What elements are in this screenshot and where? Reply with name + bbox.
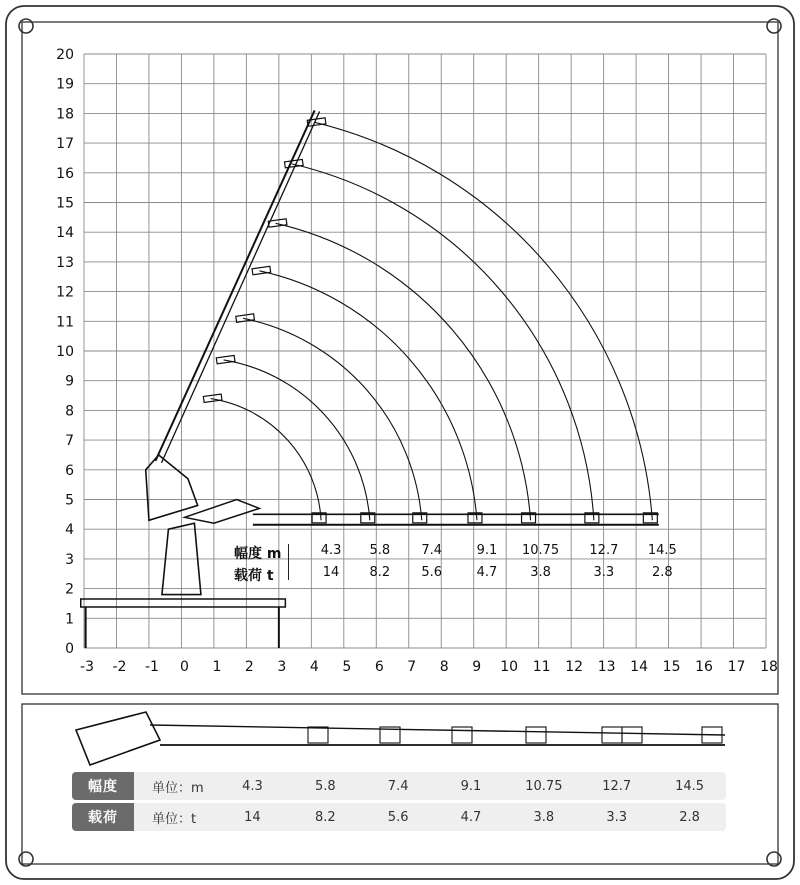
y-tick-label: 0: [65, 641, 74, 657]
boom-hook-bracket: [203, 394, 222, 402]
table-unit-radius: 单位：m: [152, 780, 204, 796]
overlay-load-label: 载荷 t: [234, 568, 274, 584]
table-cell-load: 3.3: [606, 809, 628, 825]
table-cell-load: 2.8: [679, 809, 700, 825]
overlay-load-value: 2.8: [651, 565, 673, 580]
overlay-radius-values: [0, 543, 800, 561]
table-cell-radius: 4.3: [242, 778, 263, 794]
overlay-load-value: 8.2: [369, 565, 391, 580]
table-cell-load: 14: [244, 809, 261, 825]
radius-arc-10.75: [276, 223, 531, 520]
x-tick-label: 10: [500, 659, 519, 675]
overlay-load-value: 4.7: [476, 565, 498, 580]
boom-line-outer: [155, 110, 314, 460]
y-tick-label: 7: [65, 433, 74, 450]
x-tick-label: -2: [112, 659, 127, 675]
crane-boom-drawing: [146, 110, 326, 594]
table-row-radius: [72, 772, 726, 800]
x-tick-label: 14: [630, 659, 649, 675]
y-tick-label: 18: [56, 106, 74, 123]
table-cell-radius: 5.8: [314, 778, 336, 794]
side-boom-section: [622, 727, 642, 743]
outrigger-beam: [81, 599, 286, 607]
table-values-load: [216, 810, 726, 825]
crane-base-drawing: [81, 599, 286, 648]
side-boom-section: [308, 727, 328, 743]
x-tick-label: 4: [309, 659, 319, 675]
corner-hole-icon: [19, 19, 33, 33]
overlay-load-value: 3.3: [593, 565, 615, 580]
y-tick-label: 6: [65, 462, 74, 479]
y-tick-label: 12: [56, 284, 74, 301]
y-tick-label: 15: [56, 195, 74, 212]
y-tick-label: 8: [65, 403, 74, 420]
overlay-radius-value: 12.7: [589, 543, 619, 558]
side-boom-section: [526, 727, 546, 743]
x-tick-label: 12: [565, 659, 584, 675]
y-tick-label: 13: [56, 254, 74, 271]
table-unit-load: 单位：t: [152, 811, 197, 827]
overlay-load-value: 14: [322, 565, 340, 580]
x-tick-label: -3: [80, 659, 94, 675]
overlay-load-value: 5.6: [421, 565, 443, 580]
y-tick-label: 5: [65, 492, 74, 509]
table-cell-load: 4.7: [460, 809, 482, 825]
x-tick-label: 8: [439, 659, 449, 675]
boom-hook-bracket: [216, 355, 235, 363]
overlay-radius-value: 4.3: [320, 543, 342, 558]
table-cell-load: 5.6: [387, 809, 409, 825]
x-tick-label: 1: [212, 659, 222, 675]
x-tick-label: 6: [374, 659, 384, 675]
overlay-radius-value: 5.8: [369, 543, 391, 558]
x-tick-label: 15: [662, 659, 681, 675]
table-cell-radius: 7.4: [387, 778, 409, 794]
boom-hook-bracket: [284, 159, 303, 167]
y-tick-label: 19: [56, 76, 74, 93]
h-boom-base-arm: [185, 500, 260, 524]
chart-panel: [22, 22, 778, 694]
outer-frame: [6, 6, 794, 879]
x-tick-label: 5: [342, 659, 352, 675]
x-tick-label: 13: [597, 659, 616, 675]
table-cell-load: 8.2: [314, 809, 336, 825]
y-tick-label: 1: [65, 611, 74, 628]
side-base-body: [76, 712, 160, 765]
crane-horizontal-boom: [185, 500, 659, 525]
overlay-radius-value: 9.1: [476, 543, 498, 558]
y-tick-label: 9: [65, 373, 74, 390]
crane-side-view: [76, 712, 725, 765]
table-cell-load: 3.8: [533, 809, 555, 825]
x-tick-label: -1: [144, 659, 159, 675]
overlay-radius-value: 14.5: [647, 543, 677, 558]
table-header-load: 载荷: [72, 803, 134, 831]
radius-arc-9.1: [259, 271, 477, 520]
x-tick-label: 3: [277, 659, 287, 675]
y-tick-label: 10: [56, 344, 74, 360]
x-tick-label: 9: [472, 659, 482, 675]
x-tick-label: 7: [407, 659, 417, 675]
x-tick-label: 0: [179, 659, 189, 675]
table-cell-radius: 14.5: [675, 778, 705, 794]
table-cell-radius: 9.1: [460, 778, 482, 794]
table-cell-radius: 12.7: [602, 778, 632, 794]
table-header-radius: 幅度: [72, 772, 134, 800]
x-tick-label: 17: [727, 659, 746, 675]
side-boom-section: [452, 727, 472, 743]
table-row-load: [72, 803, 726, 831]
overlay-radius-label: 幅度 m: [234, 546, 282, 562]
overlay-radius-value: 7.4: [421, 543, 443, 558]
corner-hole-icon: [767, 19, 781, 33]
overlay-load-value: 3.8: [530, 565, 551, 580]
y-tick-label: 2: [65, 581, 74, 598]
knuckle-arm: [146, 455, 198, 520]
overlay-radius-value: 10.75: [521, 543, 560, 558]
y-tick-label: 3: [65, 551, 74, 568]
boom-hook-bracket: [252, 266, 271, 274]
x-tick-label: 2: [244, 659, 254, 675]
radius-arc-7.4: [243, 318, 422, 520]
side-boom-section: [602, 727, 622, 743]
overlay-load-values: [0, 565, 800, 583]
table-values-radius: [216, 779, 726, 794]
x-tick-label: 11: [532, 659, 551, 675]
y-tick-label: 4: [65, 522, 74, 539]
y-tick-label: 14: [56, 225, 74, 242]
y-tick-label: 11: [56, 314, 74, 331]
radius-arc-12.7: [292, 164, 594, 520]
y-tick-label: 20: [56, 47, 74, 63]
table-cell-radius: 10.75: [525, 778, 563, 794]
x-tick-label: 16: [695, 659, 713, 675]
y-tick-label: 17: [56, 136, 74, 153]
x-tick-label: 18: [760, 659, 778, 675]
y-tick-label: 16: [56, 165, 74, 182]
